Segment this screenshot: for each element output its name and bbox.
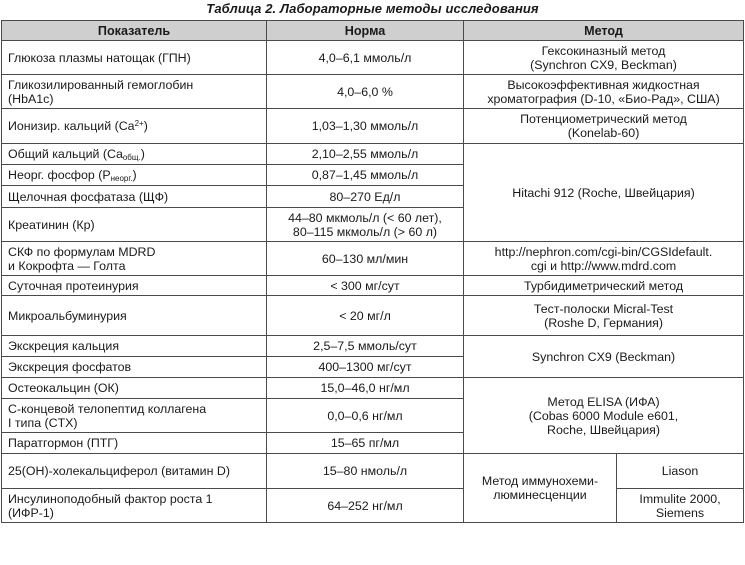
row-norm: 4,0–6,0 % — [267, 75, 464, 109]
row-norm: 4,0–6,1 ммоль/л — [267, 41, 464, 75]
row-norm: 400–1300 мг/сут — [267, 357, 464, 378]
table-row — [2, 109, 744, 144]
row-norm: 2,5–7,5 ммоль/сут — [267, 336, 464, 357]
row-norm: 60–130 мл/мин — [267, 242, 464, 276]
row-label: С-концевой телопептид коллагена I типа (CTX) — [2, 399, 267, 433]
row-norm: 15–65 пг/мл — [267, 433, 464, 454]
header-indicator: Показатель — [2, 21, 267, 41]
header-norm: Норма — [267, 21, 464, 41]
header-method: Метод — [464, 21, 744, 41]
row-label: Гликозилированный гемоглобин (HbA1c) — [2, 75, 267, 109]
row-method: Тест-полоски Micral-Test (Roshe D, Германия) — [464, 296, 744, 336]
row-label: Суточная протеинурия — [2, 276, 267, 296]
row-label: Креатинин (Кр) — [2, 208, 267, 242]
row-norm: 15,0–46,0 нг/мл — [267, 378, 464, 399]
row-label: Общий кальций $(Ca_{общ.})$ — [2, 144, 267, 165]
row-label: Паратгормон (ПТГ) — [2, 433, 267, 454]
row-method: Высокоэффективная жидкостная хроматография (D-10, «Био-Рад», США) — [464, 75, 744, 109]
row-method: Метод иммунохеми- люминесценции — [464, 454, 617, 523]
row-norm: 0,0–0,6 нг/мл — [267, 399, 464, 433]
row-label: Микроальбуминурия — [2, 296, 267, 336]
row-label: Глюкоза плазмы натощак (ГПН) — [2, 41, 267, 75]
row-method: Hitachi 912 (Roche, Швейцария) — [464, 144, 744, 242]
row-label: 25(OH)-холекальциферол (витамин D) — [2, 454, 267, 489]
lab-methods-table — [1, 20, 744, 523]
row-label: Экскреция кальция — [2, 336, 267, 357]
row-label: СКФ по формулам MDRD и Кокрофта — Голта — [2, 242, 267, 276]
row-norm: 64–252 нг/мл — [267, 489, 464, 523]
row-device: Immulite 2000, Siemens — [617, 489, 744, 523]
table-row — [2, 242, 744, 276]
table-row — [2, 41, 744, 75]
row-label: Щелочная фосфатаза (ЩФ) — [2, 186, 267, 208]
row-label: Неорг. фосфор $(P_{неорг.})$ — [2, 165, 267, 186]
table-row — [2, 489, 744, 523]
row-method: Метод ELISA (ИФА) (Cobas 6000 Module e601, Roche, Швейцария) — [464, 378, 744, 454]
row-label: Остеокальцин (ОК) — [2, 378, 267, 399]
table-row — [2, 454, 744, 489]
row-norm: 2,10–2,55 ммоль/л — [267, 144, 464, 165]
row-device: Liason — [617, 454, 744, 489]
row-norm: < 300 мг/сут — [267, 276, 464, 296]
row-norm: 80–270 Ед/л — [267, 186, 464, 208]
row-norm: 1,03–1,30 ммоль/л — [267, 109, 464, 144]
row-label: Экскреция фосфатов — [2, 357, 267, 378]
table-row — [2, 296, 744, 336]
row-method: Турбидиметрический метод — [464, 276, 744, 296]
header-row — [2, 21, 744, 41]
table-caption: Таблица 2. Лабораторные методы исследования — [206, 1, 539, 16]
table-row — [2, 378, 744, 399]
row-method: Гексокиназный метод (Synchron CX9, Beckman) — [464, 41, 744, 75]
table-row — [2, 144, 744, 165]
table-row — [2, 75, 744, 109]
row-label: Инсулиноподобный фактор роста 1 (ИФР-1) — [2, 489, 267, 523]
row-norm: 0,87–1,45 ммоль/л — [267, 165, 464, 186]
row-norm: 15–80 нмоль/л — [267, 454, 464, 489]
row-norm: < 20 мг/л — [267, 296, 464, 336]
row-norm: 44–80 мкмоль/л (< 60 лет), 80–115 мкмоль/л (> 60 л) — [267, 208, 464, 242]
row-method: Потенциометрический метод (Konelab-60) — [464, 109, 744, 144]
row-method: Synchron CX9 (Beckman) — [464, 336, 744, 378]
table-row — [2, 336, 744, 357]
row-method: http://nephron.com/cgi-bin/CGSIdefault. cgi и http://www.mdrd.com — [464, 242, 744, 276]
table-row — [2, 276, 744, 296]
row-label: Ионизир. кальций $(Ca^{2+})$ — [2, 109, 267, 144]
